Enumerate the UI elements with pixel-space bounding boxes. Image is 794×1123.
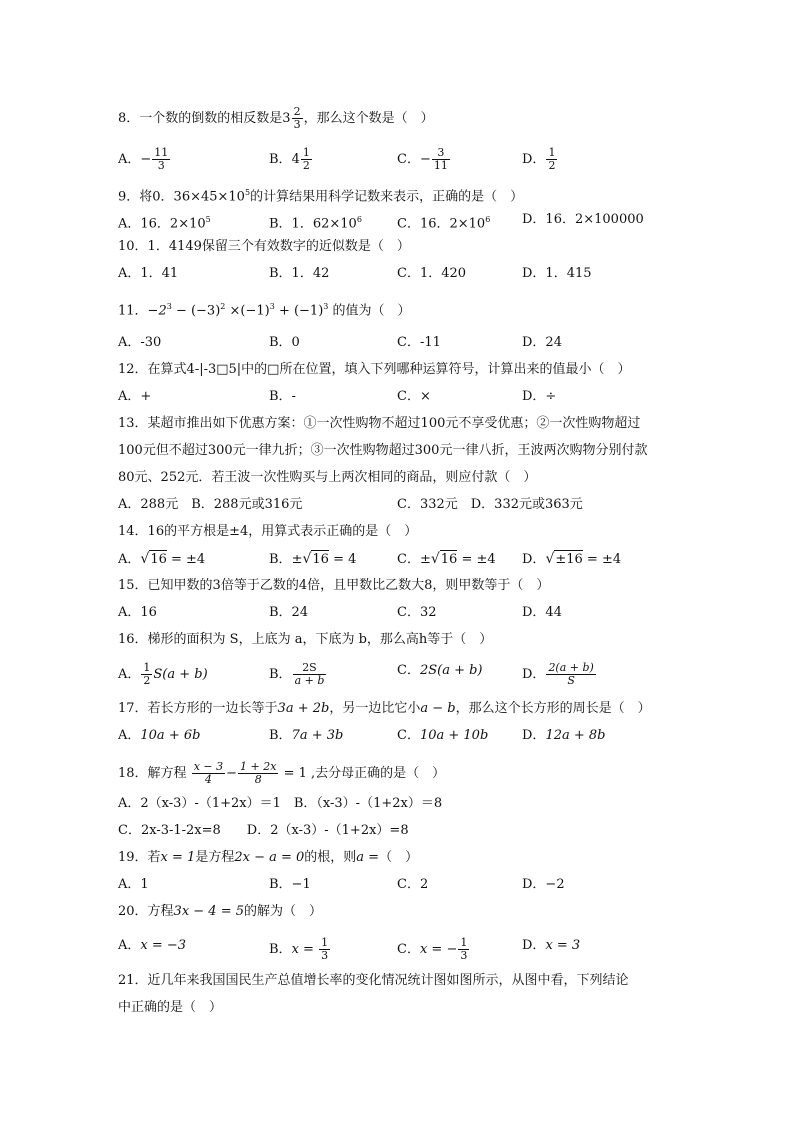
q8-stem-post: ，那么这个数是（ ） (303, 111, 434, 126)
radicand: 16 (312, 552, 329, 567)
q18-options-ab: A．2（x-3）-（1+2x）＝1 B．（x-3）-（1+2x）＝8 (118, 796, 443, 811)
frac-num: 1 (321, 936, 329, 949)
exponent: 6 (356, 215, 362, 224)
q8-mixed-fraction (292, 106, 303, 131)
q12-option-d: D．÷ (522, 389, 557, 404)
option-label: A． (118, 728, 141, 743)
frac-num: 2S (293, 662, 327, 675)
minus-sign: − (419, 152, 431, 167)
option-label: D． (522, 667, 546, 682)
option-label: B． (269, 667, 292, 682)
sqrt-icon: √ (430, 551, 440, 567)
option-label: A． (118, 938, 141, 953)
q11-number: 11． (118, 303, 148, 319)
frac-num: 1 (143, 661, 151, 674)
fraction (458, 937, 469, 962)
question-15-stem: 15．已知甲数的3倍等于乙数的4倍，且甲数比乙数大8，则甲数等于（ ） (118, 578, 550, 593)
expr-part: ×(−1) (225, 303, 270, 319)
q20-stem-post: 的解为（ ） (244, 904, 323, 919)
q19-option-b: B．−1 (269, 877, 311, 892)
expr: 2x − a = 0 (234, 850, 305, 865)
q9-stem-post: 的计算结果用科学记数来表示，正确的是（ ） (250, 189, 524, 205)
fraction (141, 662, 152, 687)
q16-option-b (269, 662, 327, 687)
q10-option-d: D．1．415 (522, 266, 592, 281)
q8-frac-num: 2 (293, 105, 301, 118)
expr: 12a + 8b (545, 728, 606, 743)
q20-option-a (118, 937, 186, 955)
radicand: 16 (150, 552, 167, 567)
expr: 7a + 3b (291, 728, 344, 743)
q8-option-c (397, 147, 451, 172)
q11-option-c: C．-11 (397, 335, 441, 350)
frac-den: 2 (143, 674, 151, 687)
exponent: 3 (269, 302, 275, 311)
q15-option-b: B．24 (269, 605, 309, 620)
expr-part: + (−1) (274, 303, 324, 319)
expr: x = − (419, 942, 458, 957)
q8-option-b (269, 147, 313, 172)
fraction (152, 147, 170, 172)
q11-option-b: B．0 (269, 335, 300, 350)
frac-num: 2(a + b) (548, 661, 594, 674)
frac-num: 1 (548, 146, 556, 159)
q10-option-a: A．1．41 (118, 266, 179, 281)
frac-den: 4 (204, 773, 212, 786)
radicand: ±16 (555, 552, 583, 567)
expr: 10a + 6b (140, 728, 201, 743)
question-21-line-2: 中正确的是（ ） (118, 1000, 223, 1015)
option-label: A． (118, 552, 141, 567)
question-8-stem (118, 106, 434, 131)
q20-option-c (397, 937, 470, 962)
q20-option-d (522, 937, 580, 955)
option-label: B． (269, 552, 292, 567)
frac-den: 3 (321, 949, 329, 962)
exponent: 5 (205, 215, 211, 224)
frac-den: 2 (302, 159, 310, 172)
question-13-line-1: 13．某超市推出如下优惠方案：①一次性购物不超过100元不享受优惠；②一次性购物超过 (118, 416, 641, 431)
frac-num: 3 (432, 147, 450, 160)
option-text: B．1．62×10 (269, 216, 357, 232)
option-label: C． (397, 552, 420, 567)
sqrt-icon: √ (302, 551, 312, 567)
q9-stem-text: 9．将0．36×45×10 (118, 189, 245, 205)
plus-minus: ± (419, 552, 431, 567)
q17-stem-mid: ，另一边比它小 (329, 701, 421, 716)
option-label: B． (269, 152, 292, 167)
q13-options-ab: A．288元 B．288元或316元 (118, 497, 303, 512)
question-21-line-1: 21．近几年来我国国民生产总值增长率的变化情况统计图如图所示，从图中看，下列结论 (118, 973, 629, 988)
radicand: 16 (440, 552, 458, 567)
expr-rest: S(a + b) (153, 667, 208, 682)
question-13-line-2: 100元但不超过300元一律九折；③一次性购物超过300元一律八折，王波两次购物分别付款 (118, 443, 648, 458)
q17-option-c (397, 727, 488, 745)
frac-den: 2 (548, 159, 556, 172)
q16-option-d (522, 662, 597, 687)
option-label: D． (522, 552, 546, 567)
expr: 2S(a + b) (419, 663, 483, 678)
fraction (293, 662, 327, 687)
mixed-whole: 4 (291, 152, 300, 167)
option-label: C． (397, 728, 420, 743)
exponent: 5 (244, 188, 251, 197)
q10-option-c: C．1．420 (397, 266, 467, 281)
option-label: B． (269, 942, 292, 957)
sqrt-icon: √ (545, 551, 555, 567)
fraction (301, 147, 312, 172)
exponent: 2 (220, 302, 226, 311)
q17-option-d (522, 727, 605, 745)
frac-den: 8 (254, 773, 262, 786)
frac-den: 11 (433, 159, 448, 172)
question-11-stem (118, 298, 411, 320)
q8-stem-text: 8．一个数的倒数的相反数是 (118, 111, 283, 126)
option-text: D．16．2×100000 (522, 212, 644, 227)
q11-option-a: A．-30 (118, 335, 162, 350)
q12-option-b: B．- (269, 389, 296, 404)
frac-den: 3 (157, 159, 165, 172)
q12-option-c: C．× (397, 389, 431, 404)
expr-rest: = ±4 (582, 552, 622, 567)
q8-option-d (522, 147, 558, 172)
q11-stem-post: 的值为（ ） (328, 303, 411, 319)
expr: x = 1 (160, 850, 196, 865)
option-label: C． (397, 152, 420, 167)
expr-rest: = ±4 (166, 552, 206, 567)
q20-stem-text: 20．方程 (118, 904, 174, 919)
question-20-stem (118, 903, 322, 921)
option-label: C． (397, 942, 420, 957)
question-12-stem: 12．在算式4-|-3□5|中的□所在位置，填入下列哪种运算符号，计算出来的值最小（ ） (118, 362, 631, 377)
q18-stem-post: = 1 ,去分母正确的是（ ） (279, 766, 446, 781)
q19-number: 19．若 (118, 850, 161, 865)
exponent: 6 (485, 215, 491, 224)
q8-option-a (118, 147, 171, 172)
q17-option-a (118, 727, 200, 745)
q14-option-b (269, 550, 356, 569)
q17-stem-text: 17．若长方形的一边长等于 (118, 701, 278, 716)
exponent: 3 (166, 302, 172, 311)
expr: 3a + 2b (277, 701, 330, 716)
q11-option-d: D．24 (522, 335, 562, 350)
q8-mixed-whole: 3 (282, 111, 291, 126)
q10-option-b: B．1．42 (269, 266, 330, 281)
expr: x = −3 (140, 938, 187, 953)
fraction (192, 761, 225, 786)
q15-option-d: D．44 (522, 605, 562, 620)
question-9-stem (118, 184, 523, 206)
expr-part: − (−3) (171, 303, 221, 319)
q9-option-b (269, 211, 362, 233)
q19-option-c: C．2 (397, 877, 429, 892)
expr: 3x − 4 = 5 (173, 904, 245, 919)
q12-option-a: A．+ (118, 389, 152, 404)
q8-frac-den: 3 (293, 118, 301, 131)
plus-minus: ± (291, 552, 303, 567)
question-19-stem (118, 849, 418, 867)
expr: a = (356, 850, 380, 865)
option-label: D． (522, 728, 546, 743)
q19-option-d: D．−2 (522, 877, 565, 892)
frac-num: 1 (302, 146, 310, 159)
fraction (319, 937, 330, 962)
expr-rest: = ±4 (457, 552, 496, 567)
expr-part: −2 (147, 303, 167, 319)
expr-rest: = 4 (328, 552, 357, 567)
option-text: C．16．2×10 (397, 216, 486, 232)
frac-den: S (567, 674, 575, 687)
option-label: C． (397, 663, 420, 678)
option-label: D． (522, 938, 546, 953)
frac-num: 11 (154, 146, 169, 159)
q16-option-a (118, 662, 208, 687)
frac-num: 1 (460, 936, 468, 949)
q19-stem-post: （ ） (379, 850, 419, 865)
fraction (432, 147, 450, 172)
minus-sign: − (140, 152, 152, 167)
expr: x = (291, 942, 319, 957)
q18-options-cd: C．2x-3-1-2x=8 D．2（x-3）-（1+2x）=8 (118, 823, 409, 838)
option-label: B． (269, 728, 292, 743)
question-16-stem: 16．梯形的面积为 S，上底为 a，下底为 b，那么高h等于（ ） (118, 632, 493, 647)
exponent: 3 (323, 302, 329, 311)
option-label: A． (118, 667, 141, 682)
q17-option-b (269, 727, 343, 745)
q9-option-a (118, 211, 211, 233)
q19-text: 的根，则 (304, 850, 357, 865)
q18-stem-text: 18．解方程 (118, 766, 191, 781)
expr: a − b (420, 701, 456, 716)
q15-option-a: A．16 (118, 605, 157, 620)
question-10-stem: 10．1．4149保留三个有效数字的近似数是（ ） (118, 239, 410, 254)
question-18-stem (118, 761, 445, 786)
q14-option-a (118, 550, 205, 569)
frac-den: 3 (460, 949, 468, 962)
q9-option-c (397, 211, 490, 233)
frac-den: a + b (294, 674, 325, 687)
q14-option-c (397, 550, 496, 569)
question-14-stem: 14．16的平方根是±4，用算式表示正确的是（ ） (118, 524, 418, 539)
q17-stem-post: ，那么这个长方形的周长是（ ） (455, 701, 651, 716)
frac-num: x − 3 (193, 760, 224, 773)
fraction (238, 761, 278, 786)
expr: 10a + 10b (419, 728, 489, 743)
q20-option-b (269, 937, 331, 962)
q19-option-a: A．1 (118, 877, 149, 892)
expr: x = 3 (545, 938, 581, 953)
minus-sign: − (226, 766, 238, 781)
q15-option-c: C．32 (397, 605, 437, 620)
q14-option-d (522, 550, 621, 569)
fraction (546, 147, 557, 172)
frac-num: 1 + 2x (240, 760, 277, 773)
option-label: A． (118, 152, 141, 167)
q16-option-c (397, 662, 483, 680)
question-13-line-3: 80元、252元．若王波一次性购买与上两次相同的商品，则应付款（ ） (118, 470, 537, 485)
q9-option-d (522, 211, 644, 229)
option-text: A．16．2×10 (118, 216, 206, 232)
option-label: D． (522, 152, 546, 167)
sqrt-icon: √ (140, 551, 150, 567)
question-17-stem (118, 700, 651, 718)
q19-text: 是方程 (195, 850, 235, 865)
fraction (546, 662, 595, 687)
q13-options-cd: C．332元 D．332元或363元 (397, 497, 583, 512)
